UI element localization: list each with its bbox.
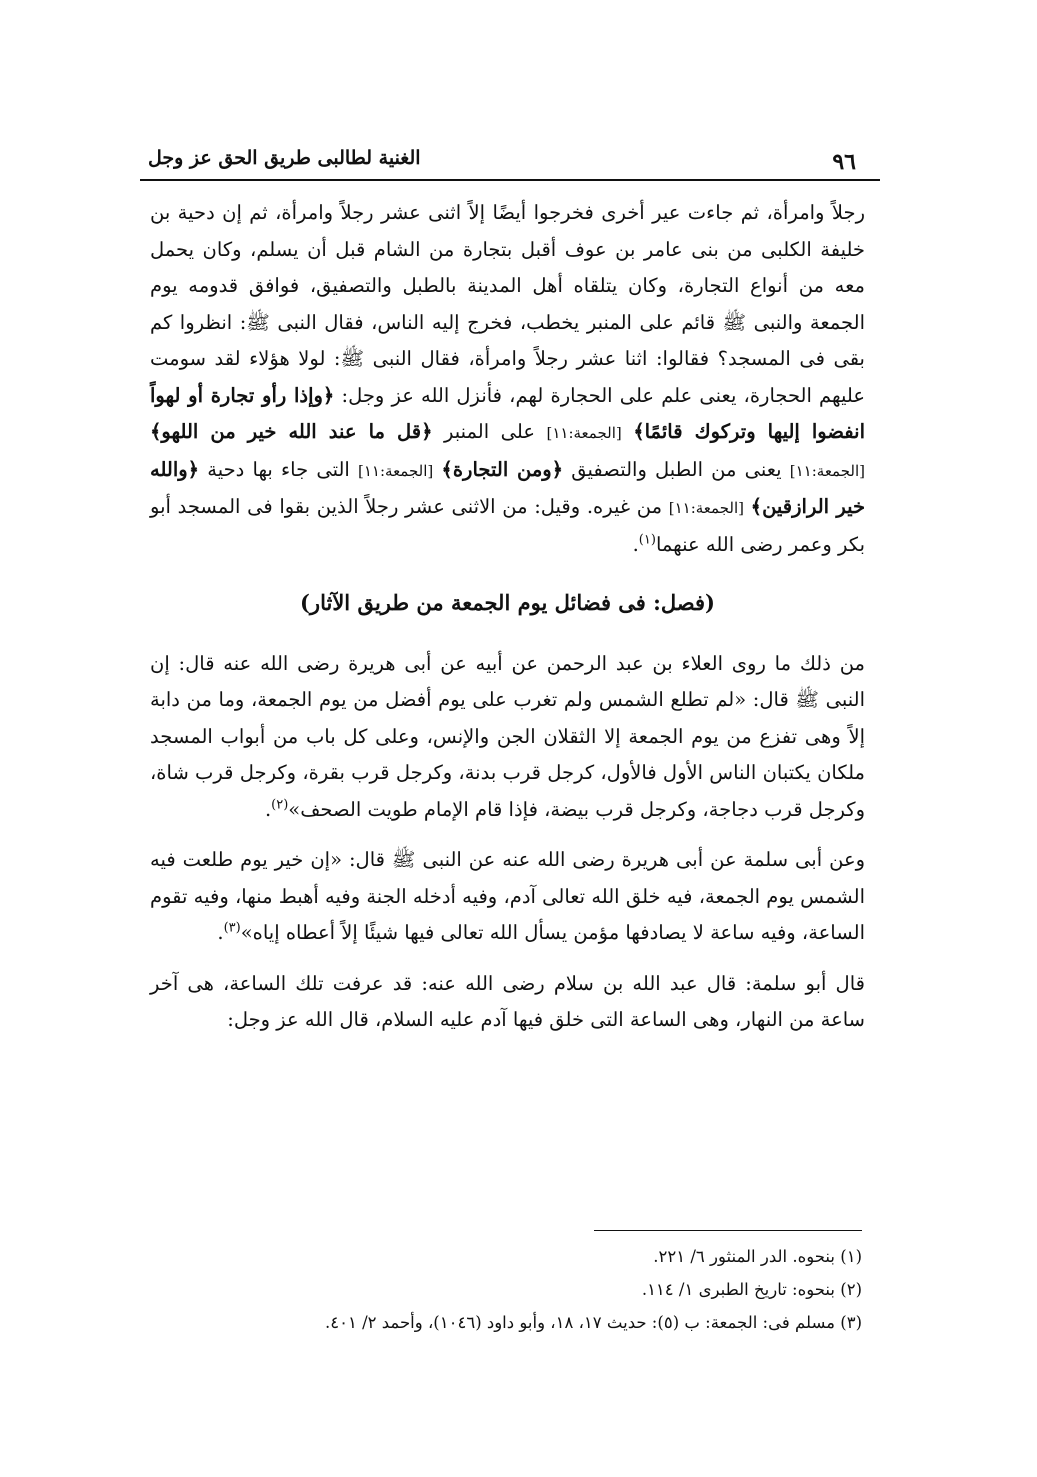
page-header — [140, 135, 878, 175]
running-title: الغنية لطالبى طريق الحق عز وجل — [148, 147, 421, 169]
paragraph-3 — [150, 842, 865, 952]
text-segment: قال أبو سلمة: قال عبد الله بن سلام رضى الله عنه: قد عرفت تلك الساعة، هى آخر ساعة من النهار، وهى الساعة التى خلق فيها آدم عليه السلام، قال الله عز وجل: — [150, 971, 865, 1031]
book-page — [140, 135, 880, 1435]
footnote-3: (٣) مسلم فى: الجمعة: ب (٥): حديث ١٧، ١٨، وأبو داود (١٠٤٦)، وأحمد ٢/ ٤٠١. — [324, 1313, 862, 1332]
text-segment: من ذلك ما روى العلاء بن عبد الرحمن عن أبيه عن أبى هريرة رضى الله عنه قال: إن النبى ﷺ قال: «لم تطلع الشمس ولم تغرب على يوم أفضل من يوم الجمعة، وما من دابة إلاً وهى تفزع من يوم الجمعة إلا الثقلان الجن والإنس، وعلى كل باب من أبواب المسجد ملكان يكتبان الناس الأول فالأول، كرجل قرب بدنة، وكرجل قرب بقرة، وكرجل قرب شاة، وكرجل قرب دجاجة، وكرجل قرب بيضة، فإذا قام الإمام طويت الصحف» — [150, 651, 865, 821]
footnotes — [162, 1240, 862, 1339]
sentence-end: . — [264, 797, 272, 821]
header-rule — [140, 179, 880, 181]
quran-verse: ﴿قل ما عند الله خير من اللهو﴾ — [150, 420, 433, 443]
text-segment: التى جاء بها دحية — [199, 457, 358, 481]
paragraph-4 — [150, 966, 865, 1039]
verse-reference: [الجمعة:١١] — [668, 499, 744, 517]
body-text — [150, 195, 865, 1039]
sentence-end: . — [217, 921, 224, 944]
footnote-1: (١) بنحوه. الدر المنثور ٦/ ٢٢١. — [653, 1247, 862, 1266]
paragraph-2 — [150, 646, 865, 829]
section-heading: (فصل: فى فضائل يوم الجمعة من طريق الآثار) — [300, 590, 715, 615]
verse-reference: [الجمعة:١١] — [789, 461, 865, 480]
verse-reference: [الجمعة:١١] — [546, 424, 622, 442]
text-segment: رجلاً وامرأة، ثم جاءت عير أخرى فخرجوا أيضًا إلاً اثنى عشر رجلاً وامرأة، ثم إن دحية بن خليفة الكلبى من بنى عامر بن عوف أقبل بتجارة من الشام قبل أن يسلم، وكان يحمل معه من أنواع التجارة، وكان يتلقاه أهل المدينة بالطبل والتصفيق، فوافق قدومه يوم الجمعة والنبى ﷺ قائم على المنبر يخطب، فخرج إليه الناس، فقال النبى ﷺ: انظروا كم بقى فى المسجد؟ فقالوا: اثنا عشر رجلاً وامرأة، فقال النبى ﷺ: لولا هؤلاء لقد سومت عليهم الحجارة، يعنى علم على الحجارة لهم، فأنزل الله عز وجل: — [150, 201, 865, 407]
footnote-marker: (٢) — [271, 797, 289, 812]
quran-verse: ﴿والله خير الرازقين﴾ — [150, 457, 866, 518]
quran-verse: ﴿ومن التجارة﴾ — [441, 457, 564, 481]
footnote-marker: (١) — [638, 532, 656, 547]
sentence-end: . — [632, 532, 639, 556]
page-number: ٩٦ — [832, 149, 856, 175]
text-segment: على المنبر — [432, 420, 547, 443]
footnote-marker: (٣) — [223, 920, 241, 936]
footnote-rule — [594, 1230, 862, 1231]
quran-verse: ﴿وإذا رأو تجارة أو لهواً انفضوا إليها وتركوك قائمًا﴾ — [150, 383, 865, 443]
verse-reference: [الجمعة:١١] — [357, 461, 434, 480]
text-segment: يعنى من الطبل والتصفيق — [563, 457, 790, 481]
text-segment: وعن أبى سلمة عن أبى هريرة رضى الله عنه عن النبى ﷺ قال: «إن خير يوم طلعت فيه الشمس يوم الجمعة، فيه خلق الله تعالى آدم، وفيه أدخله الجنة وفيه أهبط منها، وفيه تقوم الساعة، وفيه ساعة لا يصادفها مؤمن يسأل الله تعالى فيها شيئًا إلاً أعطاه إياه» — [150, 848, 865, 944]
paragraph-1 — [150, 195, 865, 563]
text-segment: من غيره. وقيل: من الاثنى عشر رجلاً الذين بقوا فى المسجد أبو بكر وعمر رضى الله عنهما — [150, 495, 865, 556]
footnote-2: (٢) بنحوه: تاريخ الطبرى ١/ ١١٤. — [641, 1280, 862, 1299]
